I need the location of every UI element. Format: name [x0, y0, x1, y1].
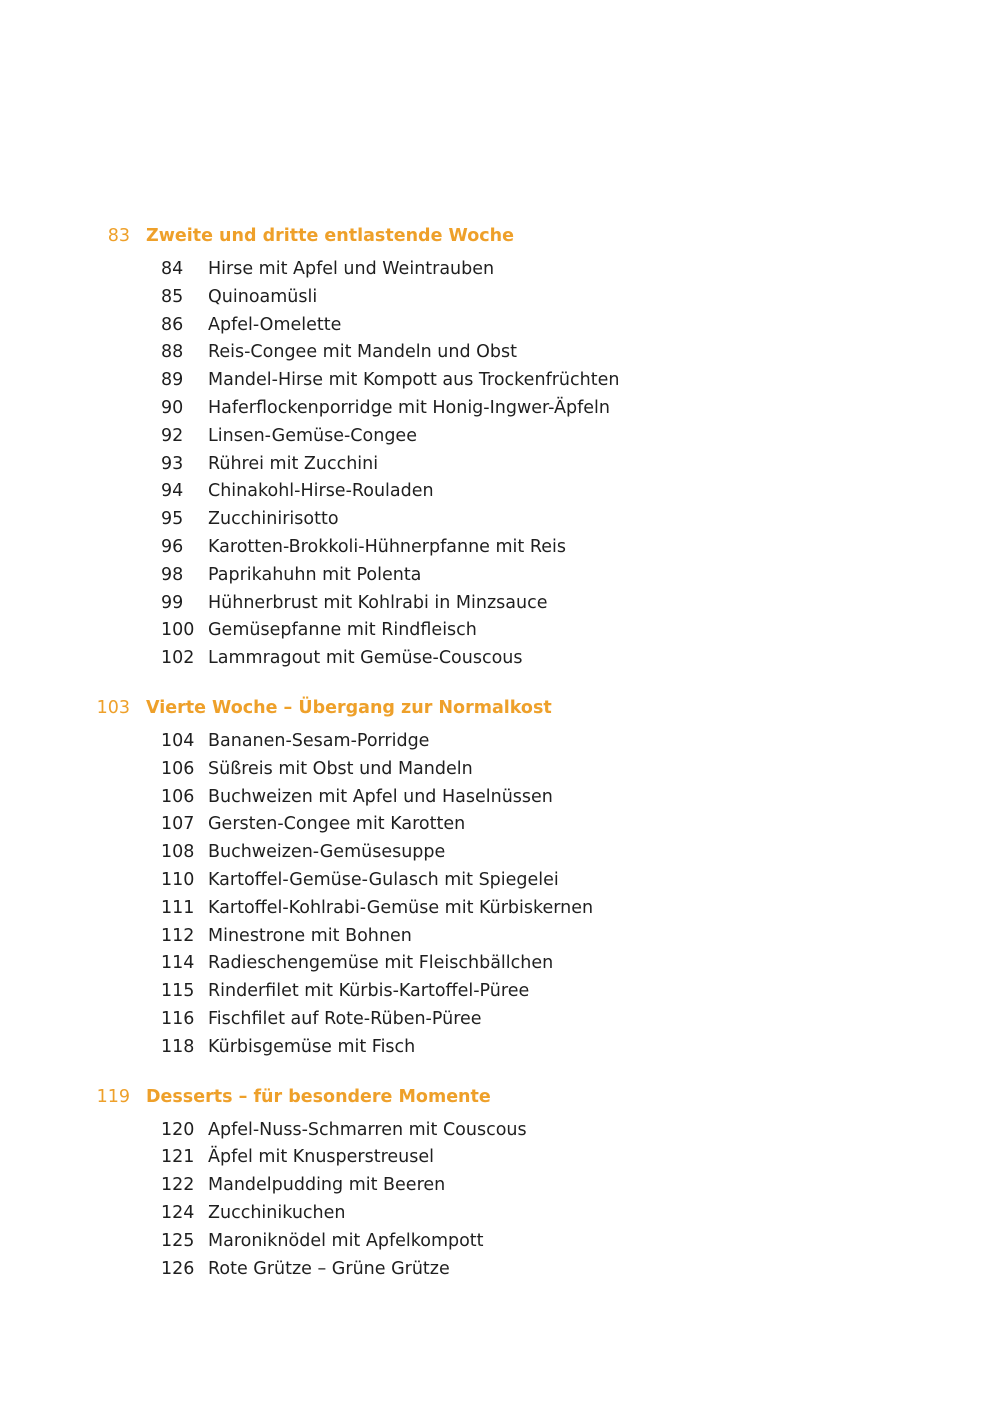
entry-title: Haferflockenporridge mit Honig-Ingwer-Äpfeln — [208, 397, 611, 418]
entry-page-number: 112 — [161, 925, 195, 946]
entry-title: Hirse mit Apfel und Weintrauben — [208, 259, 495, 279]
entry-title: Chinakohl-Hirse-Rouladen — [208, 481, 434, 502]
toc-entry — [0, 1259, 1000, 1287]
entry-page-number: 94 — [161, 481, 184, 502]
entry-title: Buchweizen mit Apfel und Haselnüssen — [208, 786, 553, 807]
toc-entry — [0, 342, 1000, 370]
entry-page-number: 106 — [161, 786, 195, 807]
toc-entry — [0, 926, 1000, 954]
entry-title: Kürbisgemüse mit Fisch — [208, 1036, 416, 1057]
toc-entry — [0, 1147, 1000, 1175]
entry-page-number: 95 — [161, 509, 184, 530]
entry-title: Lammragout mit Gemüse-Couscous — [208, 648, 523, 669]
entry-title: Buchweizen-Gemüsesuppe — [208, 842, 446, 863]
section-heading — [0, 698, 1000, 728]
entry-title: Reis-Congee mit Mandeln und Obst — [208, 342, 518, 363]
entry-title: Apfel-Omelette — [208, 314, 342, 335]
section-heading — [0, 226, 1000, 256]
section-title: Desserts – für besondere Momente — [146, 1086, 491, 1107]
entry-title: Maroniknödel mit Apfelkompott — [208, 1230, 484, 1251]
entry-title: Minestrone mit Bohnen — [208, 925, 412, 946]
entry-page-number: 89 — [161, 370, 184, 391]
entry-page-number: 122 — [161, 1175, 195, 1196]
entry-title: Rührei mit Zucchini — [208, 453, 379, 474]
entry-page-number: 86 — [161, 314, 184, 335]
entry-page-number: 96 — [161, 536, 184, 557]
toc-entry — [0, 870, 1000, 898]
toc-entry — [0, 370, 1000, 398]
toc-entry — [0, 481, 1000, 509]
entry-page-number: 99 — [161, 592, 184, 613]
toc-entry — [0, 759, 1000, 787]
entry-page-number: 84 — [161, 259, 184, 279]
entry-title: Äpfel mit Knusperstreusel — [208, 1147, 435, 1168]
entry-page-number: 108 — [161, 842, 195, 863]
entry-title: Rote Grütze – Grüne Grütze — [208, 1258, 450, 1279]
toc-section — [0, 226, 1000, 676]
entry-page-number: 107 — [161, 814, 195, 835]
entry-title: Radieschengemüse mit Fleischbällchen — [208, 953, 554, 974]
entry-title: Zucchinikuchen — [208, 1202, 346, 1223]
entry-page-number: 111 — [161, 897, 195, 918]
entry-page-number: 100 — [161, 620, 195, 641]
entry-title: Kartoffel-Kohlrabi-Gemüse mit Kürbiskernen — [208, 897, 594, 918]
toc-entry — [0, 1009, 1000, 1037]
entry-title: Gemüsepfanne mit Rindfleisch — [208, 620, 477, 641]
entry-title: Mandel-Hirse mit Kompott aus Trockenfrüchten — [208, 370, 620, 391]
entry-title: Mandelpudding mit Beeren — [208, 1175, 446, 1196]
toc-entry — [0, 1175, 1000, 1203]
entry-page-number: 92 — [161, 425, 184, 446]
toc-entry — [0, 315, 1000, 343]
entry-title: Linsen-Gemüse-Congee — [208, 425, 417, 446]
entry-page-number: 93 — [161, 453, 184, 474]
toc-section — [0, 1087, 1000, 1287]
toc-entry — [0, 648, 1000, 676]
toc-entry — [0, 509, 1000, 537]
toc-entry — [0, 287, 1000, 315]
toc-entry — [0, 1231, 1000, 1259]
toc-section — [0, 698, 1000, 1065]
entry-title: Fischfilet auf Rote-Rüben-Püree — [208, 1008, 482, 1029]
entry-page-number: 102 — [161, 648, 195, 669]
toc-entry — [0, 398, 1000, 426]
toc-entry — [0, 953, 1000, 981]
toc-entry — [0, 426, 1000, 454]
entry-title: Gersten-Congee mit Karotten — [208, 814, 466, 835]
entry-list — [0, 256, 1000, 676]
toc-entry — [0, 259, 1000, 287]
toc-entry — [0, 842, 1000, 870]
toc-entry — [0, 1203, 1000, 1231]
entry-title: Apfel-Nuss-Schmarren mit Couscous — [208, 1119, 527, 1140]
toc-entry — [0, 537, 1000, 565]
entry-page-number: 118 — [161, 1036, 195, 1057]
toc-entry — [0, 593, 1000, 621]
toc-entry — [0, 1120, 1000, 1148]
toc-entry — [0, 731, 1000, 759]
toc-entry — [0, 898, 1000, 926]
entry-title: Rinderfilet mit Kürbis-Kartoffel-Püree — [208, 981, 530, 1002]
entry-title: Quinoamüsli — [208, 286, 318, 307]
table-of-contents — [0, 226, 1000, 1308]
toc-entry — [0, 565, 1000, 593]
entry-page-number: 98 — [161, 564, 184, 585]
entry-page-number: 106 — [161, 758, 195, 779]
entry-list — [0, 728, 1000, 1065]
entry-title: Zucchinirisotto — [208, 509, 339, 530]
toc-entry — [0, 1037, 1000, 1065]
toc-entry — [0, 787, 1000, 815]
toc-entry — [0, 981, 1000, 1009]
toc-entry — [0, 814, 1000, 842]
section-page-number: 103 — [96, 697, 130, 718]
entry-title: Bananen-Sesam-Porridge — [208, 730, 430, 751]
toc-entry — [0, 454, 1000, 482]
entry-page-number: 121 — [161, 1147, 195, 1168]
entry-page-number: 124 — [161, 1202, 195, 1223]
entry-page-number: 125 — [161, 1230, 195, 1251]
toc-entry — [0, 620, 1000, 648]
entry-title: Karotten-Brokkoli-Hühnerpfanne mit Reis — [208, 536, 566, 557]
entry-page-number: 90 — [161, 397, 184, 418]
entry-list — [0, 1117, 1000, 1287]
entry-page-number: 114 — [161, 953, 195, 974]
entry-page-number: 110 — [161, 869, 195, 890]
section-heading — [0, 1087, 1000, 1117]
section-page-number: 83 — [107, 226, 130, 246]
entry-title: Paprikahuhn mit Polenta — [208, 564, 422, 585]
entry-page-number: 116 — [161, 1008, 195, 1029]
section-title: Zweite und dritte entlastende Woche — [146, 226, 514, 246]
entry-page-number: 120 — [161, 1119, 195, 1140]
entry-page-number: 88 — [161, 342, 184, 363]
section-page-number: 119 — [96, 1086, 130, 1107]
entry-title: Hühnerbrust mit Kohlrabi in Minzsauce — [208, 592, 548, 613]
entry-page-number: 104 — [161, 730, 195, 751]
entry-title: Kartoffel-Gemüse-Gulasch mit Spiegelei — [208, 869, 559, 890]
entry-page-number: 115 — [161, 981, 195, 1002]
entry-title: Süßreis mit Obst und Mandeln — [208, 758, 473, 779]
section-title: Vierte Woche – Übergang zur Normalkost — [146, 697, 552, 718]
entry-page-number: 126 — [161, 1258, 195, 1279]
entry-page-number: 85 — [161, 286, 184, 307]
